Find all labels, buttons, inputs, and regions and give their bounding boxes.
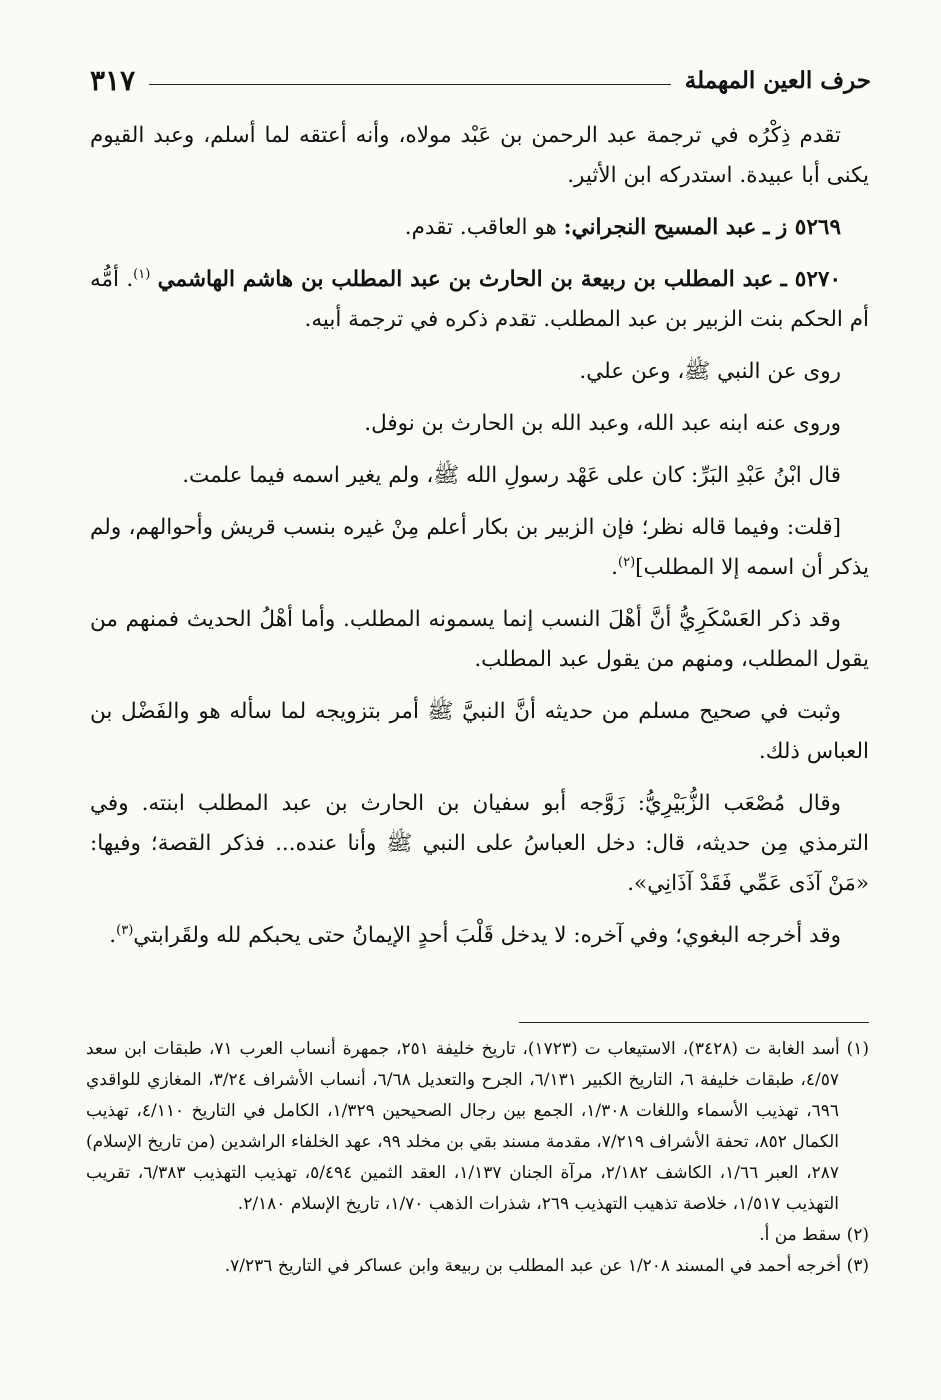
chapter-title: حرف العين المهملة xyxy=(684,66,871,94)
paragraph: وقال مُصْعَب الزُّبَيْرِيُّ: زَوَّجه أبو سفيان بن الحارث بن عبد المطلب ابنته. وفي الترمذي مِن حديثه، قال: دخل العباسُ على النبي ﷺ وأنا عنده... فذكر القصة؛ وفيها: «مَنْ آذَى عَمِّي فَقَدْ آذَانِي». xyxy=(90,791,869,896)
footnote-number: (٣) xyxy=(846,1256,869,1276)
footnote-divider xyxy=(519,1022,869,1023)
paragraph-tail: . xyxy=(109,923,117,948)
footnote-2 xyxy=(86,1220,869,1251)
paragraph xyxy=(90,916,869,956)
entry-text: هو العاقب. تقدم. xyxy=(404,215,564,240)
entry-5270 xyxy=(90,260,869,340)
entry-number: ٥٢٧٠ ـ xyxy=(780,267,841,292)
paragraph: تقدم ذِكْرُه في ترجمة عبد الرحمن بن عَبْد مولاه، وأنه أعتقه لما أسلم، وعبد القيوم يكنى أبا عبيدة. استدركه ابن الأثير. xyxy=(90,123,869,188)
entry-number: ٥٢٦٩ ز ـ xyxy=(763,215,841,240)
page-number: ٣١٧ xyxy=(90,63,136,97)
paragraph xyxy=(90,508,869,588)
footnotes xyxy=(86,1034,869,1282)
paragraph-text: وقد أخرجه البغوي؛ وفي آخره: لا يدخل قَلْبَ أحدٍ الإيمانُ حتى يحبكم لله ولقَرابتي xyxy=(133,923,841,948)
footnote-number: (٢) xyxy=(846,1225,869,1245)
footnote-ref: (٢) xyxy=(618,554,636,570)
footnote-ref: (١) xyxy=(133,266,151,282)
paragraph: روى عن النبي ﷺ، وعن علي. xyxy=(579,359,841,384)
page-header xyxy=(90,60,871,100)
entry-5269 xyxy=(90,208,869,248)
footnote-1 xyxy=(86,1034,869,1220)
footnote-text: أسد الغابة ت (٣٤٢٨)، الاستيعاب ت (١٧٢٣)، تاريخ خليفة ٢٥١، جمهرة أنساب العرب ٧١، طبقات ابن سعد ٤/٥٧، طبقات خليفة ٦، التاريخ الكبير ٦/١٣١، الجرح والتعديل ٦/٦٨، أنساب الأشراف ٣/٢٤، المغازي للواقدي ٦٩٦، تهذيب الأسماء واللغات ١/٣٠٨، الجمع بين رجال الصحيحين ١/٣٢٩، الكامل في التاريخ ٤/١١٠، تهذيب الكمال ٨٥٢، تحفة الأشراف ٧/٢١٩، مقدمة مسند بقي بن مخلد ٩٩، عهد الخلفاء الراشدين (من تاريخ الإسلام) ٢٨٧، العبر ١/٦٦، الكاشف ٢/١٨٢، مرآة الجنان ١/١٣٧، العقد الثمين ٥/٤٩٤، تهذيب التهذيب ٦/٣٨٣، تقريب التهذيب ١/٥١٧، خلاصة تذهيب التهذيب ٢٦٩، شذرات الذهب ١/٧٠، تاريخ الإسلام ٢/١٨٠. xyxy=(86,1039,840,1214)
paragraph-tail: . xyxy=(611,555,618,580)
entry-text: . أمُّه أم الحكم بنت الزبير بن عبد المطلب. تقدم ذكره في ترجمة أبيه. xyxy=(90,267,869,332)
paragraph: وثبت في صحيح مسلم من حديثه أنَّ النبيَّ ﷺ أمر بتزويجه لما سأله هو والفَضْل بن العباس ذلك. xyxy=(90,699,869,764)
footnote-text: سقط من أ. xyxy=(759,1225,842,1245)
footnote-3 xyxy=(86,1251,869,1282)
header-rule xyxy=(149,84,671,85)
paragraph: قال ابْنُ عَبْدِ البَرِّ: كان على عَهْد رسولِ الله ﷺ، ولم يغير اسمه فيما علمت. xyxy=(182,463,841,488)
entry-name: عبد المطلب بن ربيعة بن الحارث بن عبد المطلب بن هاشم الهاشمي xyxy=(157,267,774,292)
paragraph: وروى عنه ابنه عبد الله، وعبد الله بن الحارث بن نوفل. xyxy=(364,411,841,436)
footnote-text: أخرجه أحمد في المسند ١/٢٠٨ عن عبد المطلب بن ربيعة وابن عساكر في التاريخ ٧/٢٣٦. xyxy=(224,1256,842,1276)
paragraph: وقد ذكر العَسْكَرِيُّ أنَّ أهْلَ النسب إنما يسمونه المطلب. وأما أهْلُ الحديث فمنهم من يقول المطلب، ومنهم من يقول عبد المطلب. xyxy=(90,607,869,672)
paragraph-text: [قلت: وفيما قاله نظر؛ فإن الزبير بن بكار أعلم مِنْ غيره بنسب قريش وأحوالهم، ولم يذكر أن اسمه إلا المطلب] xyxy=(90,515,869,580)
main-text xyxy=(90,116,869,968)
footnote-ref: (٣) xyxy=(116,922,134,938)
entry-name: عبد المسيح النجراني: xyxy=(563,215,757,240)
footnote-number: (١) xyxy=(846,1039,870,1059)
